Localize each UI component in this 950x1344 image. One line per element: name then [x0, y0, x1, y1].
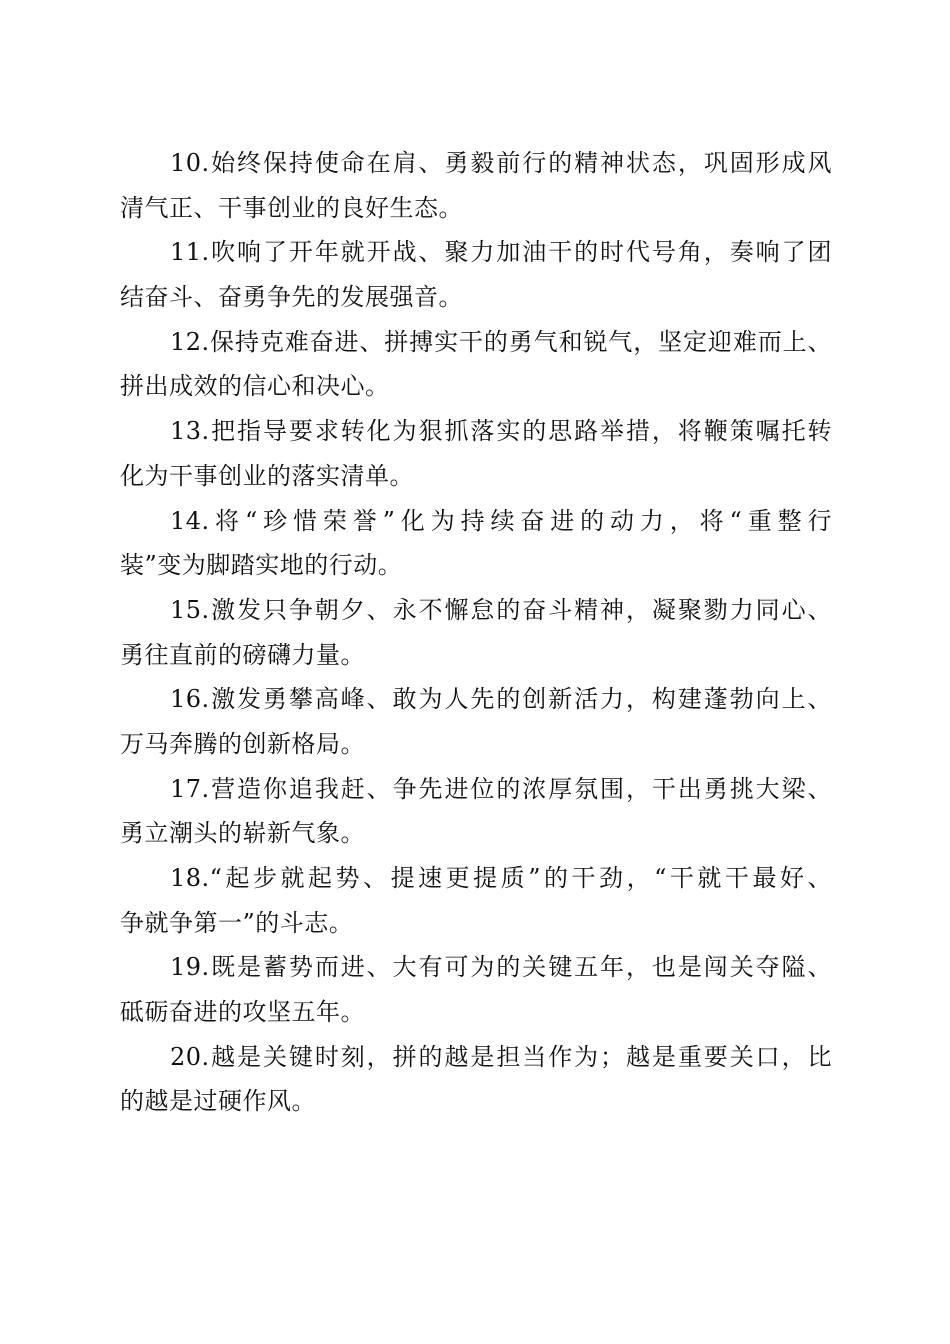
- paragraph-line: 12.保持克难奋进、拼搏实干的勇气和锐气，坚定迎难而上、: [170, 327, 832, 356]
- paragraph-line: 砥砺奋进的攻坚五年。: [120, 998, 365, 1027]
- paragraph-line: 勇往直前的磅礴力量。: [120, 640, 365, 669]
- paragraph-line: 万马奔腾的创新格局。: [120, 729, 365, 758]
- paragraph-line: 结奋斗、奋勇争先的发展强音。: [120, 283, 463, 312]
- paragraph-line: 10.始终保持使命在肩、勇毅前行的精神状态，巩固形成风: [170, 149, 832, 177]
- paragraph-10: [120, 141, 832, 230]
- paragraph-line: 化为干事创业的落实清单。: [120, 461, 414, 490]
- paragraph-line: 拼出成效的信心和决心。: [120, 372, 390, 401]
- paragraph-line: 13.把指导要求转化为狠抓落实的思路举措，将鞭策嘱托转: [170, 417, 832, 446]
- paragraph-17: [120, 767, 832, 856]
- paragraph-line: 18.“起步就起势、提速更提质”的干劲，“干就干最好、: [170, 864, 832, 892]
- paragraph-16: [120, 677, 832, 766]
- paragraph-20: [120, 1035, 832, 1124]
- paragraph-line: 的越是过硬作风。: [120, 1087, 316, 1116]
- paragraph-15: [120, 588, 832, 677]
- document-body: [120, 141, 832, 1124]
- paragraph-line: 11.吹响了开年就开战、聚力加油干的时代号角，奏响了团: [170, 238, 832, 267]
- paragraph-19: [120, 945, 832, 1034]
- paragraph-line: 争就争第一”的斗志。: [120, 908, 354, 937]
- paragraph-line: 14.将“珍惜荣誉”化为持续奋进的动力，将“重整行: [170, 506, 832, 535]
- paragraph-11: [120, 230, 832, 319]
- paragraph-line: 19.既是蓄势而进、大有可为的关键五年，也是闯关夺隘、: [170, 953, 832, 982]
- paragraph-line: 清气正、干事创业的良好生态。: [120, 193, 463, 222]
- paragraph-line: 勇立潮头的崭新气象。: [120, 819, 365, 848]
- paragraph-14: [120, 499, 832, 588]
- paragraph-18: [120, 856, 832, 945]
- paragraph-13: [120, 409, 832, 498]
- paragraph-12: [120, 320, 832, 409]
- paragraph-line: 16.激发勇攀高峰、敢为人先的创新活力，构建蓬勃向上、: [170, 685, 832, 714]
- paragraph-line: 15.激发只争朝夕、永不懈怠的奋斗精神，凝聚勠力同心、: [170, 595, 832, 624]
- paragraph-line: 17.营造你追我赶、争先进位的浓厚氛围，干出勇挑大梁、: [170, 774, 832, 803]
- paragraph-line: 20.越是关键时刻，拼的越是担当作为；越是重要关口，比: [170, 1042, 832, 1071]
- paragraph-line: 装”变为脚踏实地的行动。: [120, 551, 403, 580]
